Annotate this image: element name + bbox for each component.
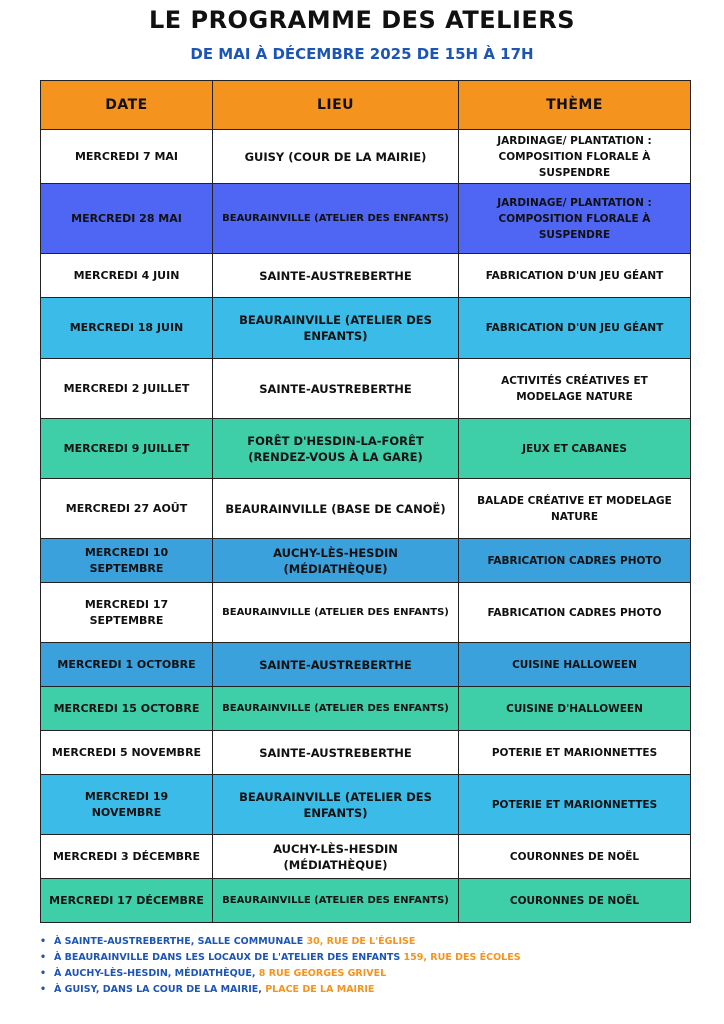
table-row [41, 479, 691, 539]
cell-theme: JARDINAGE/ PLANTATION : COMPOSITION FLORALE À SUSPENDRE [459, 184, 691, 254]
bullet-icon: • [40, 968, 47, 979]
cell-date: MERCREDI 17 SEPTEMBRE [41, 583, 213, 643]
header-date: DATE [41, 81, 213, 130]
cell-date: MERCREDI 7 MAI [41, 130, 213, 184]
table-row [41, 298, 691, 359]
cell-lieu: BEAURAINVILLE (ATELIER DES ENFANTS) [213, 775, 459, 835]
note-text: À AUCHY-LÈS-HESDIN, MÉDIATHÈQUE, [54, 968, 259, 979]
cell-theme: FABRICATION CADRES PHOTO [459, 583, 691, 643]
cell-lieu: GUISY (COUR DE LA MAIRIE) [213, 130, 459, 184]
cell-theme: CUISINE D'HALLOWEEN [459, 687, 691, 731]
note-item [40, 966, 700, 982]
cell-theme: POTERIE ET MARIONNETTES [459, 731, 691, 775]
cell-lieu: SAINTE-AUSTREBERTHE [213, 254, 459, 298]
cell-theme: JEUX ET CABANES [459, 419, 691, 479]
table-row [41, 419, 691, 479]
header-lieu: LIEU [213, 81, 459, 130]
schedule-table [40, 80, 691, 923]
cell-lieu: AUCHY-LÈS-HESDIN (MÉDIATHÈQUE) [213, 539, 459, 583]
bullet-icon: • [40, 952, 47, 963]
cell-lieu: AUCHY-LÈS-HESDIN (MÉDIATHÈQUE) [213, 835, 459, 879]
cell-theme: FABRICATION D'UN JEU GÉANT [459, 254, 691, 298]
header-theme: THÈME [459, 81, 691, 130]
cell-date: MERCREDI 5 NOVEMBRE [41, 731, 213, 775]
cell-theme: CUISINE HALLOWEEN [459, 643, 691, 687]
note-address: 8 RUE GEORGES GRIVEL [258, 968, 387, 979]
cell-theme: COURONNES DE NOËL [459, 879, 691, 923]
cell-date: MERCREDI 2 JUILLET [41, 359, 213, 419]
cell-date: MERCREDI 9 JUILLET [41, 419, 213, 479]
cell-lieu: BEAURAINVILLE (ATELIER DES ENFANTS) [213, 583, 459, 643]
cell-theme: COURONNES DE NOËL [459, 835, 691, 879]
cell-date: MERCREDI 27 AOÛT [41, 479, 213, 539]
note-item [40, 934, 700, 950]
bullet-icon: • [40, 984, 47, 995]
bullet-icon: • [40, 936, 47, 947]
cell-theme: JARDINAGE/ PLANTATION : COMPOSITION FLORALE À SUSPENDRE [459, 130, 691, 184]
note-item [40, 950, 700, 966]
cell-lieu: SAINTE-AUSTREBERTHE [213, 731, 459, 775]
cell-lieu: BEAURAINVILLE (BASE DE CANOË) [213, 479, 459, 539]
note-address: 30, RUE DE L'ÉGLISE [306, 936, 416, 947]
table-row [41, 687, 691, 731]
cell-theme: BALADE CRÉATIVE ET MODELAGE NATURE [459, 479, 691, 539]
cell-date: MERCREDI 1 OCTOBRE [41, 643, 213, 687]
cell-lieu: FORÊT D'HESDIN-LA-FORÊT (RENDEZ-VOUS À LA GARE) [213, 419, 459, 479]
cell-theme: ACTIVITÉS CRÉATIVES ET MODELAGE NATURE [459, 359, 691, 419]
cell-theme: FABRICATION D'UN JEU GÉANT [459, 298, 691, 359]
note-text: À SAINTE-AUSTREBERTHE, SALLE COMMUNALE [54, 936, 307, 947]
table-row [41, 359, 691, 419]
cell-theme: FABRICATION CADRES PHOTO [459, 539, 691, 583]
table-row [41, 539, 691, 583]
cell-lieu: SAINTE-AUSTREBERTHE [213, 643, 459, 687]
table-row [41, 583, 691, 643]
cell-lieu: SAINTE-AUSTREBERTHE [213, 359, 459, 419]
cell-lieu: BEAURAINVILLE (ATELIER DES ENFANTS) [213, 298, 459, 359]
address-notes [40, 934, 700, 998]
table-row [41, 775, 691, 835]
table-row [41, 254, 691, 298]
table-row [41, 835, 691, 879]
cell-lieu: BEAURAINVILLE (ATELIER DES ENFANTS) [213, 184, 459, 254]
note-address: PLACE DE LA MAIRIE [265, 984, 375, 995]
cell-theme: POTERIE ET MARIONNETTES [459, 775, 691, 835]
note-text: À GUISY, DANS LA COUR DE LA MAIRIE, [54, 984, 266, 995]
cell-lieu: BEAURAINVILLE (ATELIER DES ENFANTS) [213, 687, 459, 731]
page-subtitle: DE MAI À DÉCEMBRE 2025 DE 15H À 17H [190, 45, 534, 63]
table-row [41, 879, 691, 923]
note-item [40, 982, 700, 998]
cell-date: MERCREDI 3 DÉCEMBRE [41, 835, 213, 879]
cell-date: MERCREDI 4 JUIN [41, 254, 213, 298]
table-row [41, 130, 691, 184]
page-title: LE PROGRAMME DES ATELIERS [148, 6, 576, 34]
cell-date: MERCREDI 17 DÉCEMBRE [41, 879, 213, 923]
note-text: À BEAURAINVILLE DANS LES LOCAUX DE L'ATELIER DES ENFANTS [54, 952, 404, 963]
cell-date: MERCREDI 15 OCTOBRE [41, 687, 213, 731]
table-row [41, 184, 691, 254]
table-row [41, 643, 691, 687]
cell-lieu: BEAURAINVILLE (ATELIER DES ENFANTS) [213, 879, 459, 923]
cell-date: MERCREDI 28 MAI [41, 184, 213, 254]
cell-date: MERCREDI 18 JUIN [41, 298, 213, 359]
note-address: 159, RUE DES ÉCOLES [403, 952, 521, 963]
cell-date: MERCREDI 19 NOVEMBRE [41, 775, 213, 835]
table-row [41, 731, 691, 775]
table-header-row [41, 81, 691, 130]
cell-date: MERCREDI 10 SEPTEMBRE [41, 539, 213, 583]
